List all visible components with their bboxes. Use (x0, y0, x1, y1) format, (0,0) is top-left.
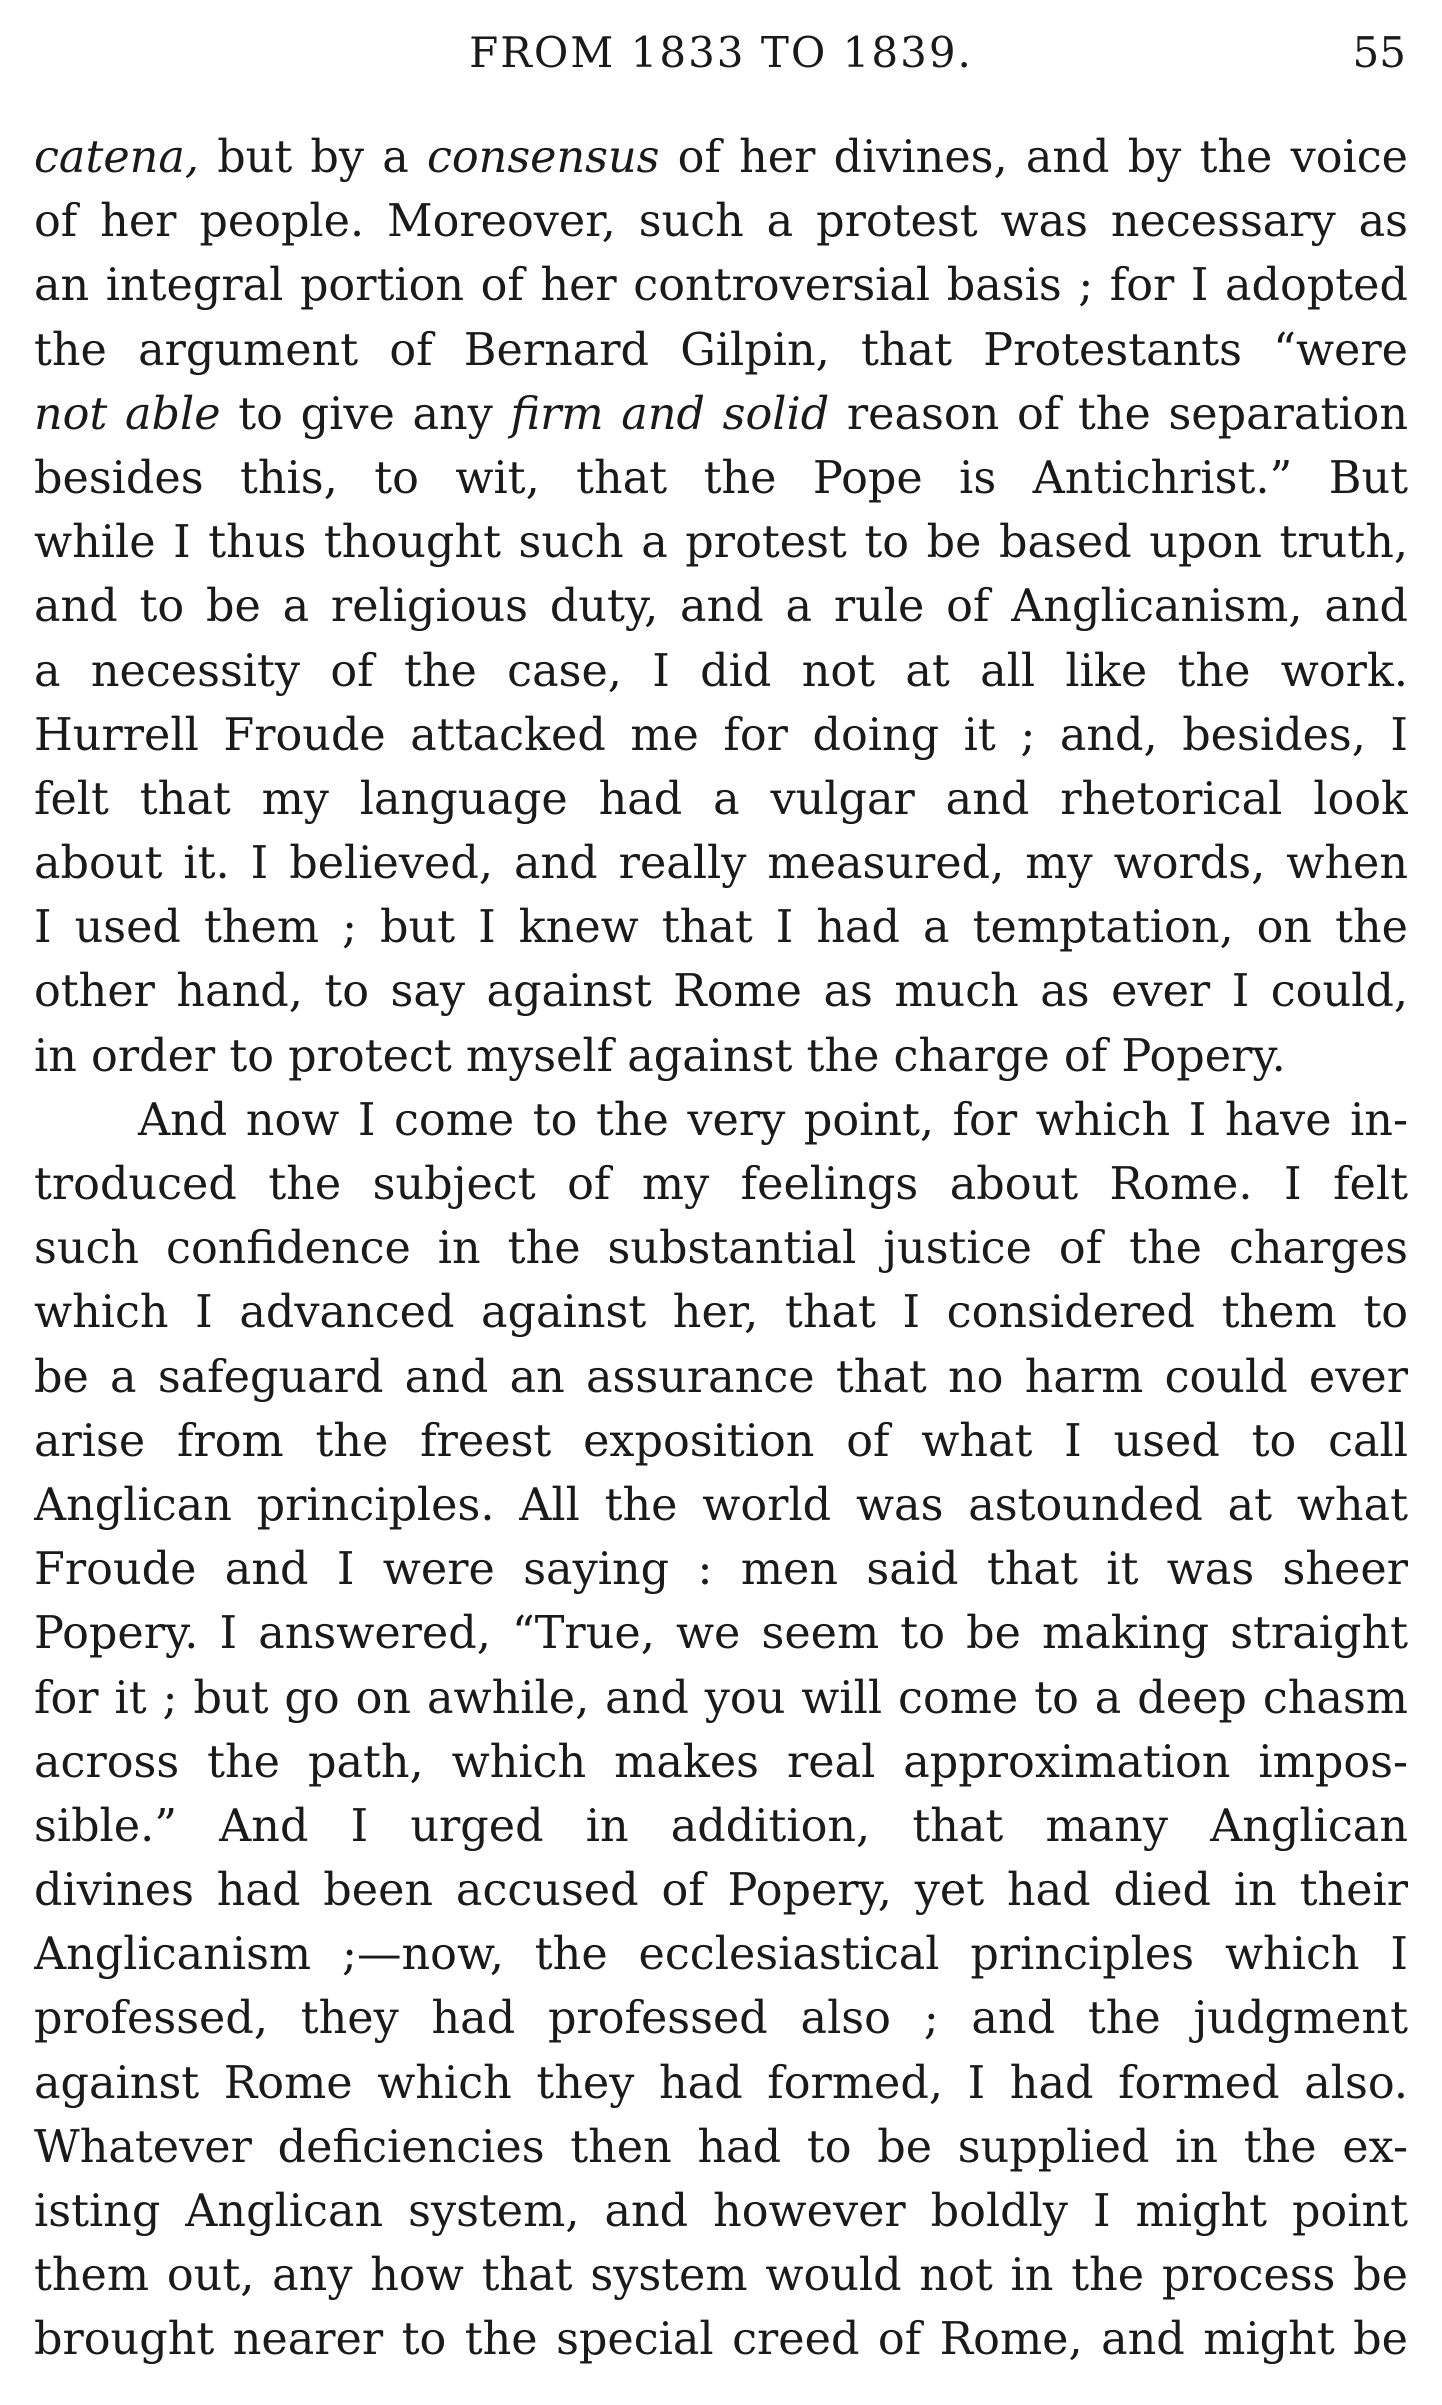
paragraph-1 (34, 126, 1408, 1089)
text-run: to give any (220, 388, 511, 440)
text-run: but by a (199, 132, 427, 183)
text-line (34, 511, 1408, 575)
text-line: for it ; but go on awhile, and you will come to a deep chasm (34, 1672, 1408, 1724)
text-run: I used them ; but I knew that I had a temptation, on the (34, 902, 1408, 954)
text-line: across the path, which makes real approximation impos- (34, 1736, 1408, 1788)
text-line: them out, any how that system would not in the process be (34, 2250, 1408, 2302)
text-line: Anglican principles. All the world was astounded at what (34, 1479, 1408, 1531)
text-line (34, 640, 1408, 704)
text-run: and to be a religious duty, and a rule of Anglicanism, and (34, 581, 1408, 633)
page-number: 55 (1352, 28, 1406, 77)
text-run: other hand, to say against Rome as much as ever I could, (34, 966, 1408, 1018)
text-line (34, 1025, 1408, 1089)
text-line: And now I come to the very point, for which I have in- (138, 1094, 1408, 1146)
text-line: be a safeguard and an assurance that no harm could ever (34, 1351, 1408, 1403)
text-run: felt that my language had a vulgar and rhetorical look (34, 773, 1408, 825)
text-line: against Rome which they had formed, I had formed also. (34, 2057, 1408, 2109)
text-line: which I advanced against her, that I considered them to (34, 1287, 1408, 1339)
text-line: isting Anglican system, and however boldly I might point (34, 2186, 1408, 2237)
text-line (34, 896, 1408, 960)
text-run: of her divines, and by the voice (659, 132, 1408, 183)
text-line (34, 768, 1408, 832)
text-line: Popery. I answered, “True, we seem to be making straight (34, 1608, 1408, 1660)
text-line (34, 832, 1408, 896)
running-title: FROM 1833 TO 1839. (469, 28, 973, 77)
text-line (34, 383, 1408, 447)
paragraph-2 (34, 1089, 1408, 2373)
text-line: Froude and I were saying : men said that it was sheer (34, 1544, 1408, 1596)
text-line (34, 575, 1408, 639)
text-run: of her people. Moreover, such a protest was necessary as (34, 196, 1408, 248)
text-line: sible.” And I urged in addition, that many Anglican (34, 1800, 1408, 1852)
text-line: professed, they had professed also ; and the judgment (34, 1993, 1408, 2045)
text-line (34, 447, 1408, 511)
running-head (34, 18, 1408, 88)
italic-text: catena, (34, 132, 200, 183)
text-run: an integral portion of her controversial basis ; for I adopted (34, 260, 1408, 312)
text-line: such confidence in the substantial justice of the charges (34, 1223, 1408, 1275)
italic-text: not able (34, 388, 221, 440)
text-line (34, 319, 1408, 383)
text-run: about it. I believed, and really measured, my words, when (34, 838, 1408, 890)
text-run: besides this, to wit, that the Pope is Antichrist.” But (34, 452, 1408, 504)
text-line (34, 704, 1408, 768)
italic-text: firm and solid (510, 388, 830, 440)
text-line: arise from the freest exposition of what I used to call (34, 1415, 1408, 1467)
page-body (34, 126, 1408, 2373)
text-line (34, 960, 1408, 1024)
text-run: reason of the separation (829, 388, 1408, 440)
text-line: brought nearer to the special creed of Rome, and might be (34, 2314, 1408, 2366)
text-line (34, 254, 1408, 318)
text-run: in order to protect myself against the charge of Popery. (34, 1030, 1286, 1082)
text-run: the argument of Bernard Gilpin, that Protestants “were (34, 324, 1408, 376)
italic-text: consensus (426, 132, 660, 183)
text-line (34, 126, 1408, 190)
text-line: divines had been accused of Popery, yet had died in their (34, 1865, 1408, 1917)
text-line: troduced the subject of my feelings about Rome. I felt (34, 1159, 1408, 1210)
text-run: a necessity of the case, I did not at all like the work. (34, 645, 1408, 697)
text-line (34, 190, 1408, 254)
text-run: while I thus thought such a protest to be based upon truth, (34, 517, 1408, 569)
text-run: Hurrell Froude attacked me for doing it ; and, besides, I (34, 709, 1408, 761)
text-line: Whatever deficiencies then had to be supplied in the ex- (34, 2121, 1408, 2173)
text-line: Anglicanism ;—now, the ecclesiastical principles which I (34, 1929, 1408, 1981)
